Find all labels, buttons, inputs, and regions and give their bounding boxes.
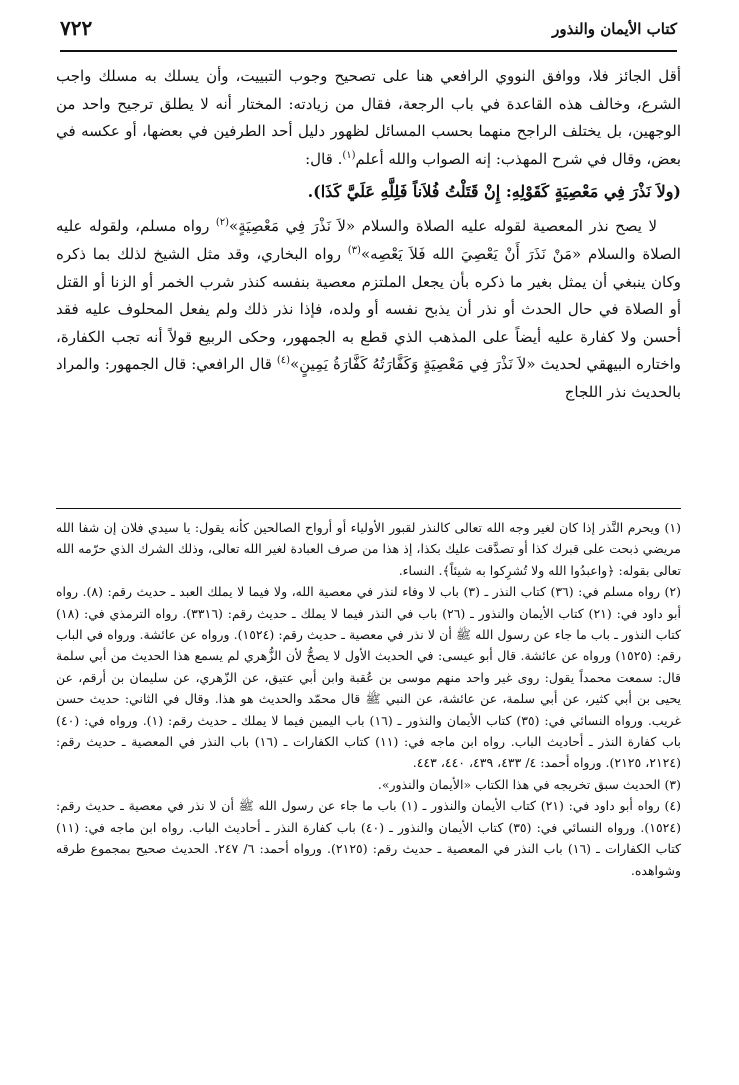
- footnote-ref-3: (٣): [347, 244, 361, 256]
- footnote-4: (٤) رواه أبو داود في: (٢١) كتاب الأيمان والنذور ـ (١) باب ما جاء عن رسول الله ﷺ أن لا نذر في معصية ـ حديث رقم: (١٥٢٤). ورواه النسائي في: (٣٥) كتاب الأيمان والنذور ـ (٤٠) باب كفارة النذر ـ أحاديث الباب. رواه ابن ماجه في: (١١) كتاب الكفارات ـ (١٦) باب النذر في المعصية ـ حديث رقم: (٢١٢٥). ورواه أحمد: ٦/ ٢٤٧. الحديث صحيح بمجموع طرقه وشواهده.: [56, 798, 682, 878]
- paragraph-2-part-c: رواه البخاري، وقد مثل الشيخ لذلك بما ذكره وكان ينبغي أن يمثل بغير ما ذكره بأن يجعل الملتزم معصية بنفسه كنذر شرب الخمر أو الزنا أو القتل أو الصلاة في حال الحدث أو نذر أن يذبح نفسه أو ولده، فإذا نذر ذلك ولم يفعل المحلوف عليه فقد أحسن ولا كفارة عليه أيضاً على المذهب الذي قطع به الجمهور، وحكى الربيع قولاً أنه تجب الكفارة، واختاره البيهقي لحديث «لاَ نَذْرَ فِي مَعْصِيَةٍ وَكَفَّارَتُهُ كَفَّارَةُ يَمِينٍ»: [56, 244, 681, 374]
- footnote-ref-2: (٢): [215, 217, 230, 229]
- footnote-ref-1: (١): [342, 149, 356, 161]
- matn-quote: (ولاَ نَذْرَ فِي مَعْصِيَةٍ كَقَوْلِهِ: إِنْ قَتَلْتُ فُلاَناً فَلِلَّهِ عَلَيَّ كَذَا).: [307, 182, 681, 202]
- footnote-1: (١) ويحرم النَّذر إذا كان لغير وجه الله تعالى كالنذر لقبور الأولياء أو أرواح الصالحين كأنه يقول: يا سيدي فلان إن شفا الله مريضي ذبحت على قبرك كذا أو تصدَّقت عليك بكذا، إذ هذا من صرف العبادة لغير الله تعالى، وذلك الشرك الذي حرّمه الله تعالى بقوله: ﴿واعبدُوا الله ولا تُشرِكوا به شيئاً﴾. النساء.: [56, 520, 681, 578]
- paragraph-1-text: أقل الجائز فلا، ووافق النووي الرافعي هنا على تصحيح وجوب التبييت، وأن يسلك به مسلك واجب الشرع، وخالف هذه القاعدة في باب الرجعة، فقال من زيادته: المختار أنه لا يطلق ترجيح واحد من الوجهين، بل يختلف الراجح منهما بحسب المسائل لظهور دليل أحد الطرفين في بعضها، أو عكسه في بعض، وقال في شرح المهذب: إنه الصواب والله أعلم: [56, 67, 681, 168]
- footnote-2: (٢) رواه مسلم في: (٣٦) كتاب النذر ـ (٣) باب لا وفاء لنذر في معصية الله، ولا فيما لا يملك العبد ـ حديث رقم: (٨). رواه أبو داود في: (٢١) كتاب الأيمان والنذور ـ (٢٦) باب في النذر فيما لا يملك ـ حديث رقم: (٣٣١٦). رواه الترمذي في: (١٨) كتاب النذور ـ باب ما جاء عن رسول الله ﷺ أن لا نذر في معصية ـ حديث رقم: (١٥٢٤). ورواه عن عائشة. ورواه في الباب رقم: (١٥٢٥) ورواه عن عائشة. قال أبو عيسى: في الحديث الأول لا يصحُّ لأن الزُّهري لم يسمع هذا الحديث من أبي سلمة قال: سمعت محمداً يقول: روى غير واحد منهم موسى بن عُقبة وابن أبي عتيق، عن الزّهري، عن سليمان بن أرقم، عن يحيى بن أبي كثير، عن أبي سلمة، عن عائشة، عن النبي ﷺ قال محمّد والحديث هو هذا. وقال في الثاني: حديث حسن غريب. ورواه النسائي في: (٣٥) كتاب الأيمان والنذور ـ (١٦) باب اليمين فيما لا يملك ـ حديث رقم: (١). ورواه في: (٤٠) باب كفارة النذر ـ أحاديث الباب. رواه ابن ماجه في: (١١) كتاب الكفارات ـ (١٦) باب النذر في المعصية ـ حديث رقم: (٢١٢٤، ٢١٢٥). ورواه أحمد: ٤/ ٤٣٣، ٤٣٩، ٤٤٠، ٤٤٣.: [56, 584, 682, 771]
- footnote-3: (٣) الحديث سبق تخريجه في هذا الكتاب «الأيمان والنذور».: [377, 776, 681, 792]
- running-title: كتاب الأيمان والنذور: [552, 20, 677, 38]
- paragraph-2-part-d: قال الرافعي: قال الجمهور: والمراد بالحديث نذر اللجاج: [56, 355, 681, 401]
- page-header: [60, 14, 677, 52]
- paragraph-1: [56, 63, 681, 173]
- paragraph-1-end: . قال:: [305, 149, 343, 168]
- main-text: [56, 63, 681, 407]
- footnotes: [56, 517, 681, 881]
- footnote-ref-4: (٤): [276, 355, 291, 367]
- paragraph-2-part-a: لا يصح نذر المعصية لقوله عليه الصلاة والسلام «لاَ نَذْرَ فِي مَعْصِيَةٍ»: [229, 217, 657, 236]
- paragraph-2-part-b: رواه مسلم، ولقوله عليه الصلاة والسلام «مَنْ نَذَرَ أَنْ يَعْصِيَ الله فَلاَ يَعْصِه»: [56, 217, 681, 263]
- paragraph-2: [56, 213, 681, 406]
- page-number: ٧٢٢: [60, 16, 93, 40]
